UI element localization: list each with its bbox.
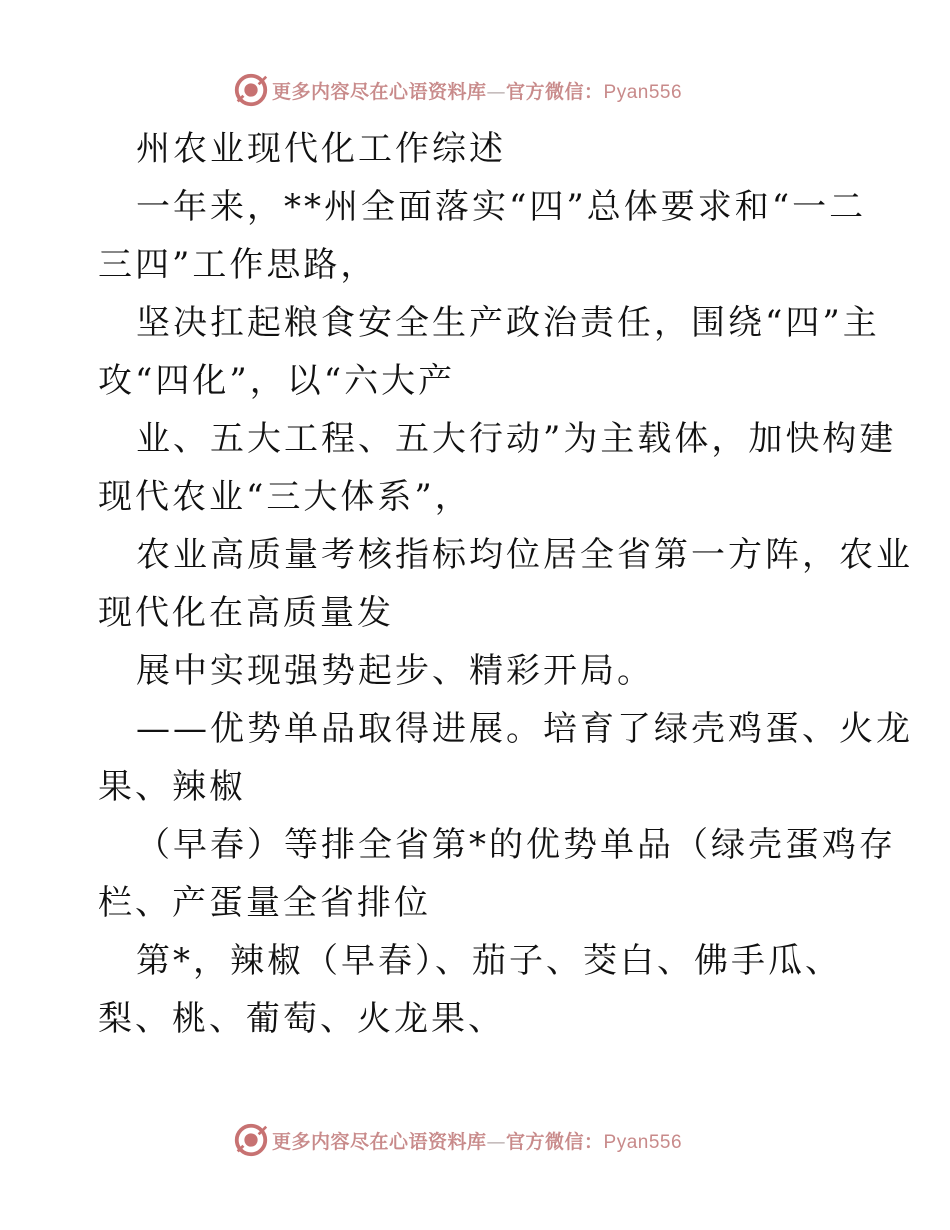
pen-logo-icon bbox=[232, 71, 270, 109]
text-line: 栏、产蛋量全省排位 bbox=[98, 883, 431, 923]
text-line: 梨、桃、葡萄、火龙果、 bbox=[98, 999, 505, 1039]
text-line: （早春）等排全省第*的优势单品（绿壳蛋鸡存 bbox=[136, 825, 896, 865]
text-line: 果、辣椒 bbox=[98, 767, 246, 807]
text-line: 第*，辣椒（早春）、茄子、茭白、佛手瓜、 bbox=[136, 941, 842, 981]
watermark-text: 更多内容尽在心语资料库—官方微信：Pyan556 bbox=[272, 1130, 683, 1153]
text-line: 三四”工作思路， bbox=[98, 245, 378, 285]
text-line: 州农业现代化工作综述 bbox=[136, 129, 506, 169]
text-line: 攻“四化”，以“六大产 bbox=[98, 361, 456, 401]
text-line: 一年来，**州全面落实“四”总体要求和“一二 bbox=[136, 187, 867, 227]
text-line: 业、五大工程、五大行动”为主载体，加快构建 bbox=[136, 419, 897, 459]
watermark-text: 更多内容尽在心语资料库—官方微信：Pyan556 bbox=[272, 80, 683, 103]
text-line: 现代农业“三大体系”， bbox=[98, 477, 472, 517]
header-watermark bbox=[232, 70, 682, 110]
footer-watermark bbox=[232, 1120, 682, 1160]
text-line: 现代化在高质量发 bbox=[98, 593, 394, 633]
document-body bbox=[98, 120, 913, 1048]
text-line: ——优势单品取得进展。培育了绿壳鸡蛋、火龙 bbox=[136, 709, 913, 749]
pen-logo-icon bbox=[232, 1121, 270, 1159]
text-line: 展中实现强势起步、精彩开局。 bbox=[136, 651, 654, 691]
text-line: 农业高质量考核指标均位居全省第一方阵，农业 bbox=[136, 535, 913, 575]
text-line: 坚决扛起粮食安全生产政治责任，围绕“四”主 bbox=[136, 303, 880, 343]
